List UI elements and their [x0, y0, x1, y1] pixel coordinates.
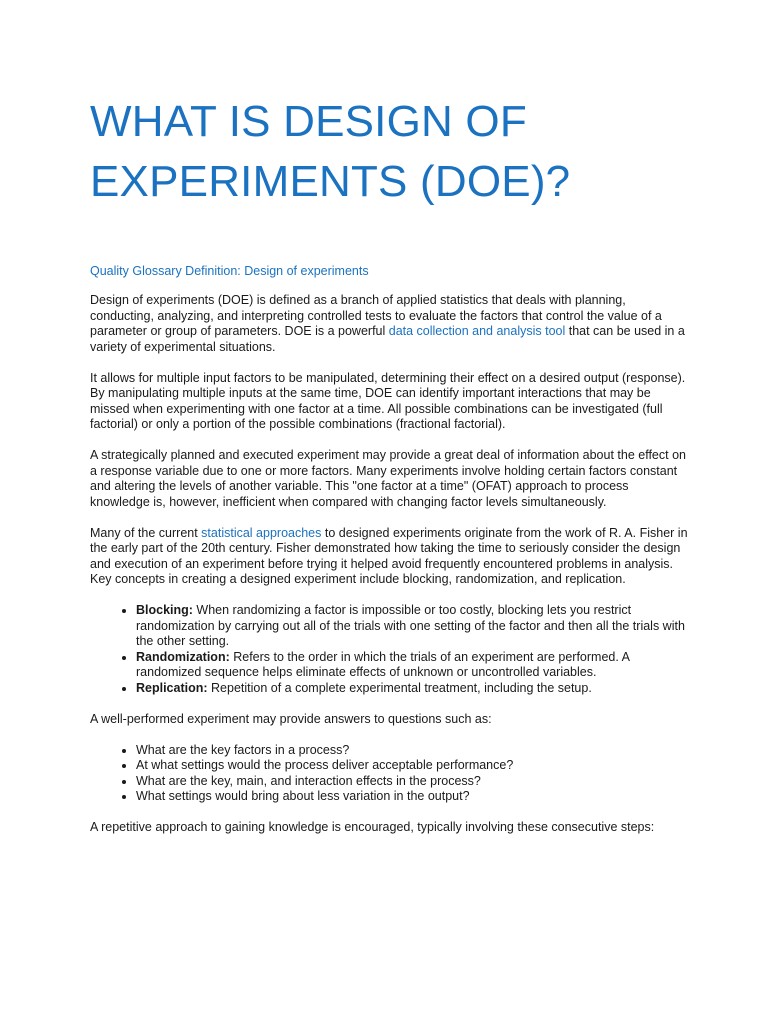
- list-item-randomization: [136, 650, 690, 681]
- list-item: • What are the key factors in a process?: [136, 743, 690, 759]
- key-concepts-list: [90, 603, 690, 696]
- concept-description: When randomizing a factor is impossible or too costly, blocking lets you restrict randomization by carrying out all of the trials with one setting of the factor and then all the trials with the other setting.: [136, 603, 685, 648]
- paragraph-definition-text-end: that can be used in a variety of experimental situations.: [90, 324, 685, 354]
- paragraph-fisher-text-start: Many of the current: [90, 525, 202, 540]
- paragraph-definition: [90, 293, 690, 355]
- questions-list: [90, 743, 690, 805]
- list-item-blocking: [136, 603, 690, 650]
- concept-term: Replication:: [136, 680, 208, 695]
- list-item: • What settings would bring about less variation in the output?: [136, 789, 690, 805]
- document-page: [90, 92, 690, 836]
- data-collection-tool-link[interactable]: data collection and analysis tool: [388, 324, 566, 338]
- list-item: • At what settings would the process deliver acceptable performance?: [136, 758, 690, 774]
- concept-description: Repetition of a complete experimental treatment, including the setup.: [207, 680, 592, 695]
- paragraph-fisher: [90, 526, 690, 588]
- paragraph-multiple-inputs: It allows for multiple input factors to be manipulated, determining their effect on a desired output (response). By manipulating multiple inputs at the same time, DOE can identify important interactions that may be missed when experimenting with one factor at a time. All possible combinations can be investigated (full factorial) or only a portion of the possible combinations (fractional factorial).: [90, 370, 686, 431]
- list-item: • What are the key, main, and interaction effects in the process?: [136, 774, 690, 790]
- paragraph-definition-text-start: Design of experiments (DOE) is defined as a branch of applied statistics that deals with planning, conducting, analyzing, and interpreting controlled tests to evaluate the factors that control the value of a parameter or group of parameters. DOE is a powerful: [90, 293, 662, 338]
- concept-term: Randomization:: [136, 649, 230, 664]
- paragraph-questions-intro: A well-performed experiment may provide answers to questions such as:: [90, 711, 492, 726]
- concept-term: Blocking:: [136, 603, 193, 617]
- statistical-approaches-link[interactable]: statistical approaches: [201, 525, 322, 540]
- paragraph-repetitive-approach: A repetitive approach to gaining knowledge is encouraged, typically involving these consecutive steps:: [90, 820, 655, 834]
- list-item-replication: [136, 681, 690, 697]
- paragraph-fisher-text-end: to designed experiments originate from the work of R. A. Fisher in the early part of the 20th century. Fisher demonstrated how taking the time to seriously consider the design and execution of an experiment before trying it helped avoid frequently encountered problems in analysis. Key concepts in creating a designed experiment include blocking, randomization, and replication.: [90, 525, 688, 586]
- page-title: WHAT IS DESIGN OF EXPERIMENTS (DOE)?: [90, 97, 571, 206]
- concept-description: Refers to the order in which the trials of an experiment are performed. A randomized sequence helps eliminate effects of unknown or uncontrolled variables.: [136, 649, 630, 679]
- paragraph-ofat: A strategically planned and executed experiment may provide a great deal of information about the effect on a response variable due to one or more factors. Many experiments involve holding certain factors constant and altering the levels of another variable. This "one factor at a time" (OFAT) approach to process knowledge is, however, inefficient when compared with changing factor levels simultaneously.: [90, 448, 686, 509]
- glossary-definition-link[interactable]: Quality Glossary Definition: Design of experiments: [90, 264, 369, 278]
